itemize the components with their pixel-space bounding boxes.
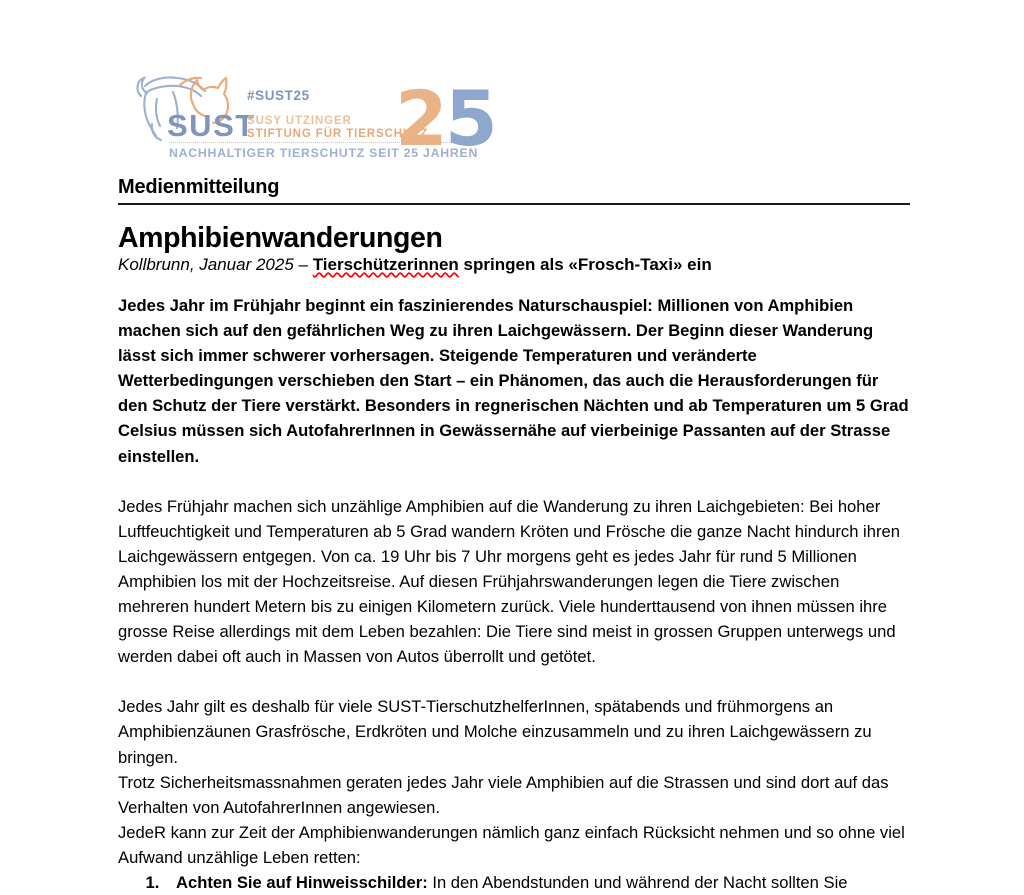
subtitle-rest: springen als «Frosch-Taxi» ein: [458, 255, 712, 274]
header-rule: [118, 203, 910, 205]
lead-paragraph: Jedes Jahr im Frühjahr beginnt ein faszinierendes Naturschauspiel: Millionen von Amphibien machen sich auf den gefährlichen Weg zu ihren Laichgewässern. Der Beginn dieser Wanderung lässt sich immer schwerer vorhersagen. Steigende Temperaturen und veränderte Wetterbedingungen verschieben den Start – ein Phänomen, das auch die Herausforderungen für den Schutz der Tiere verstärkt. Besonders in regnerischen Nächten und ab Temperaturen um 5 Grad Celsius müssen sich AutofahrerInnen in Gewässernähe auf vierbeinige Passanten auf der Strasse einstellen.: [118, 296, 909, 466]
document-body: [118, 293, 912, 895]
body-paragraph-4: JedeR kann zur Zeit der Amphibienwanderungen nämlich ganz einfach Rücksicht nehmen und so ohne viel Aufwand unzählige Leben retten:: [118, 822, 905, 867]
logo-tagline: NACHHALTIGER TIERSCHUTZ SEIT 25 JAHREN: [169, 146, 479, 160]
list-item-lead: Achten Sie auf Hinweisschilder:: [176, 872, 428, 892]
logo-org-line-2: STIFTUNG FÜR TIERSCHUTZ: [247, 128, 429, 140]
body-paragraph-1: Jedes Frühjahr machen sich unzählige Amphibien auf die Wanderung zu ihren Laichgebieten: Bei hoher Luftfeuchtigkeit und Temperaturen ab 5 Grad wandern Kröten und Frösche die ganze Nacht hindurch ihren Laichgewässern entgegen. Von ca. 19 Uhr bis 7 Uhr morgens geht es jedes Jahr für rund 5 Millionen Amphibien los mit der Hochzeitsreise. Auf diesen Frühjahrswanderungen legen die Tiere zwischen mehreren hundert Metern bis zu einigen Kilometern zurück. Viele hunderttausend von ihnen müssen ihre grosse Reise allerdings mit dem Leben bezahlen: Die Tiere sind meist in grossen Gruppen unterwegs und werden dabei oft auch in Massen von Autos überrollt und getötet.: [118, 496, 900, 667]
document-kicker: Medienmitteilung: [118, 176, 280, 198]
body-paragraph-2: Jedes Jahr gilt es deshalb für viele SUST-TierschutzhelferInnen, spätabends und frühmorgens an Amphibienzäunen Grasfrösche, Erdkröten und Molche einzusammeln und zu ihren Laichgewässern zu bringen.: [118, 697, 872, 767]
anniversary-25-badge: [395, 74, 495, 163]
anniversary-digit-2: 2: [395, 74, 445, 163]
list-item-text: In den Abendstunden und während der Nacht sollten Sie: [427, 872, 848, 892]
page-title: Amphibienwanderungen: [118, 222, 443, 254]
subtitle-dateline: Kollbrunn, Januar 2025 –: [118, 255, 313, 274]
body-paragraph-3: Trotz Sicherheitsmassnahmen geraten jedes Jahr viele Amphibien auf die Strassen und sind dort auf das Verhalten von AutofahrerInnen angewiesen.: [118, 772, 889, 817]
tips-list: [118, 870, 912, 895]
logo-org-line-1: SUSY UTZINGER: [247, 115, 352, 127]
anniversary-digit-5: 5: [444, 74, 495, 163]
list-item: [164, 870, 912, 895]
subtitle-misspelled-word: Tierschützerinnen: [312, 255, 459, 274]
document-subtitle: [118, 255, 712, 275]
logo-hashtag: #SUST25: [247, 88, 310, 103]
logo-wordmark: SUST: [167, 108, 256, 143]
sust-logo: [133, 66, 495, 164]
